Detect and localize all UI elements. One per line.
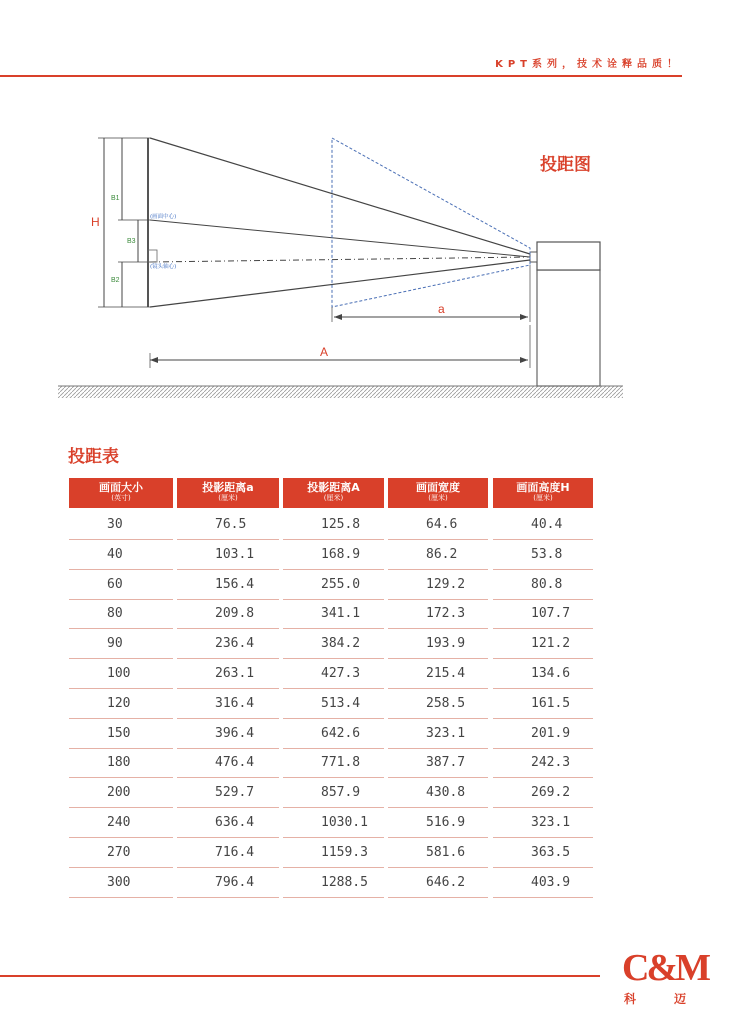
- table-cell: 201.9: [493, 719, 593, 749]
- column-header-unit: (厘米): [428, 494, 448, 502]
- table-cell: 384.2: [283, 629, 384, 659]
- table-cell: 269.2: [493, 778, 593, 808]
- brand-logo: [622, 947, 708, 1010]
- table-cell: 430.8: [388, 778, 488, 808]
- table-cell: 80: [69, 599, 173, 629]
- table-cell: 86.2: [388, 540, 488, 570]
- table-cell: 76.5: [177, 510, 279, 540]
- table-cell: 40.4: [493, 510, 593, 540]
- table-cell: 427.3: [283, 659, 384, 689]
- table-cell: 516.9: [388, 808, 488, 838]
- column-header-label: 画面高度H: [516, 481, 570, 494]
- column-header: [177, 478, 279, 508]
- table-cell: 193.9: [388, 629, 488, 659]
- label-a: a: [438, 302, 445, 316]
- table-cell: 209.8: [177, 599, 279, 629]
- ground: [58, 386, 623, 398]
- label-B1: B1: [111, 195, 120, 202]
- column-header-unit: (厘米): [533, 494, 553, 502]
- table-cell: 156.4: [177, 570, 279, 600]
- table-cell: 180: [69, 748, 173, 778]
- table-cell: 636.4: [177, 808, 279, 838]
- table-cell: 107.7: [493, 599, 593, 629]
- projector-lens: [530, 252, 537, 262]
- label-screen-center: (画面中心): [150, 214, 177, 220]
- table-cell: 323.1: [493, 808, 593, 838]
- diagram-title: 投距图: [540, 155, 591, 175]
- table-cell: 255.0: [283, 570, 384, 600]
- logo-cn-left: 科: [624, 992, 637, 1006]
- table-cell: 200: [69, 778, 173, 808]
- projector-body: [537, 242, 600, 270]
- footer-rule: [0, 975, 600, 977]
- table-cell: 396.4: [177, 719, 279, 749]
- column-header: [283, 478, 384, 508]
- table-cell: 300: [69, 868, 173, 898]
- table-cell: 172.3: [388, 599, 488, 629]
- column-header-label: 投影距离A: [307, 481, 360, 494]
- column-header: [388, 478, 488, 508]
- table-cell: 125.8: [283, 510, 384, 540]
- table-cell: 53.8: [493, 540, 593, 570]
- table-cell: 323.1: [388, 719, 488, 749]
- table-cell: 100: [69, 659, 173, 689]
- column-header-unit: (厘米): [218, 494, 238, 502]
- table-cell: 121.2: [493, 629, 593, 659]
- label-lens-center: (镜头轴心): [150, 264, 177, 270]
- table-cell: 168.9: [283, 540, 384, 570]
- table-cell: 120: [69, 689, 173, 719]
- table-cell: 103.1: [177, 540, 279, 570]
- table-cell: 64.6: [388, 510, 488, 540]
- table-cell: 796.4: [177, 868, 279, 898]
- table-cell: 150: [69, 719, 173, 749]
- column-header-unit: (英寸): [111, 494, 131, 502]
- table-cell: 857.9: [283, 778, 384, 808]
- column-header-label: 画面大小: [99, 481, 143, 494]
- table-cell: 387.7: [388, 748, 488, 778]
- column-header-unit: (厘米): [323, 494, 344, 502]
- table-cell: 363.5: [493, 838, 593, 868]
- table-cell: 60: [69, 570, 173, 600]
- table-cell: 513.4: [283, 689, 384, 719]
- column-header-label: 画面宽度: [416, 481, 460, 494]
- table-cell: 646.2: [388, 868, 488, 898]
- table-cell: 529.7: [177, 778, 279, 808]
- table-cell: 341.1: [283, 599, 384, 629]
- logo-mark: C&M: [622, 947, 708, 989]
- projector-stand: [537, 270, 600, 386]
- table-cell: 716.4: [177, 838, 279, 868]
- table-cell: 129.2: [388, 570, 488, 600]
- logo-cn-right: 迈: [674, 992, 687, 1006]
- table-cell: 403.9: [493, 868, 593, 898]
- table-cell: 242.3: [493, 748, 593, 778]
- header-rule: [0, 75, 682, 77]
- column-header-label: 投影距离a: [202, 481, 254, 494]
- table-cell: 30: [69, 510, 173, 540]
- table-title: 投距表: [68, 447, 119, 467]
- label-A: A: [320, 345, 329, 359]
- table-cell: 771.8: [283, 748, 384, 778]
- table-cell: 316.4: [177, 689, 279, 719]
- label-H: H: [91, 215, 100, 229]
- table-cell: 581.6: [388, 838, 488, 868]
- table-cell: 1030.1: [283, 808, 384, 838]
- label-B2: B2: [111, 277, 120, 284]
- table-cell: 80.8: [493, 570, 593, 600]
- table-cell: 134.6: [493, 659, 593, 689]
- table-cell: 476.4: [177, 748, 279, 778]
- table-cell: 258.5: [388, 689, 488, 719]
- table-cell: 161.5: [493, 689, 593, 719]
- table-cell: 40: [69, 540, 173, 570]
- table-cell: 1159.3: [283, 838, 384, 868]
- header-slogan: KPT系列，技术诠释品质！: [495, 59, 682, 70]
- table-cell: 263.1: [177, 659, 279, 689]
- table-cell: 90: [69, 629, 173, 659]
- column-header: [493, 478, 593, 508]
- table-cell: 1288.5: [283, 868, 384, 898]
- table-cell: 215.4: [388, 659, 488, 689]
- table-cell: 642.6: [283, 719, 384, 749]
- table-cell: 270: [69, 838, 173, 868]
- projection-frustum: [332, 138, 530, 307]
- table-cell: 236.4: [177, 629, 279, 659]
- column-header: [69, 478, 173, 508]
- table-cell: 240: [69, 808, 173, 838]
- label-B3: B3: [127, 238, 136, 245]
